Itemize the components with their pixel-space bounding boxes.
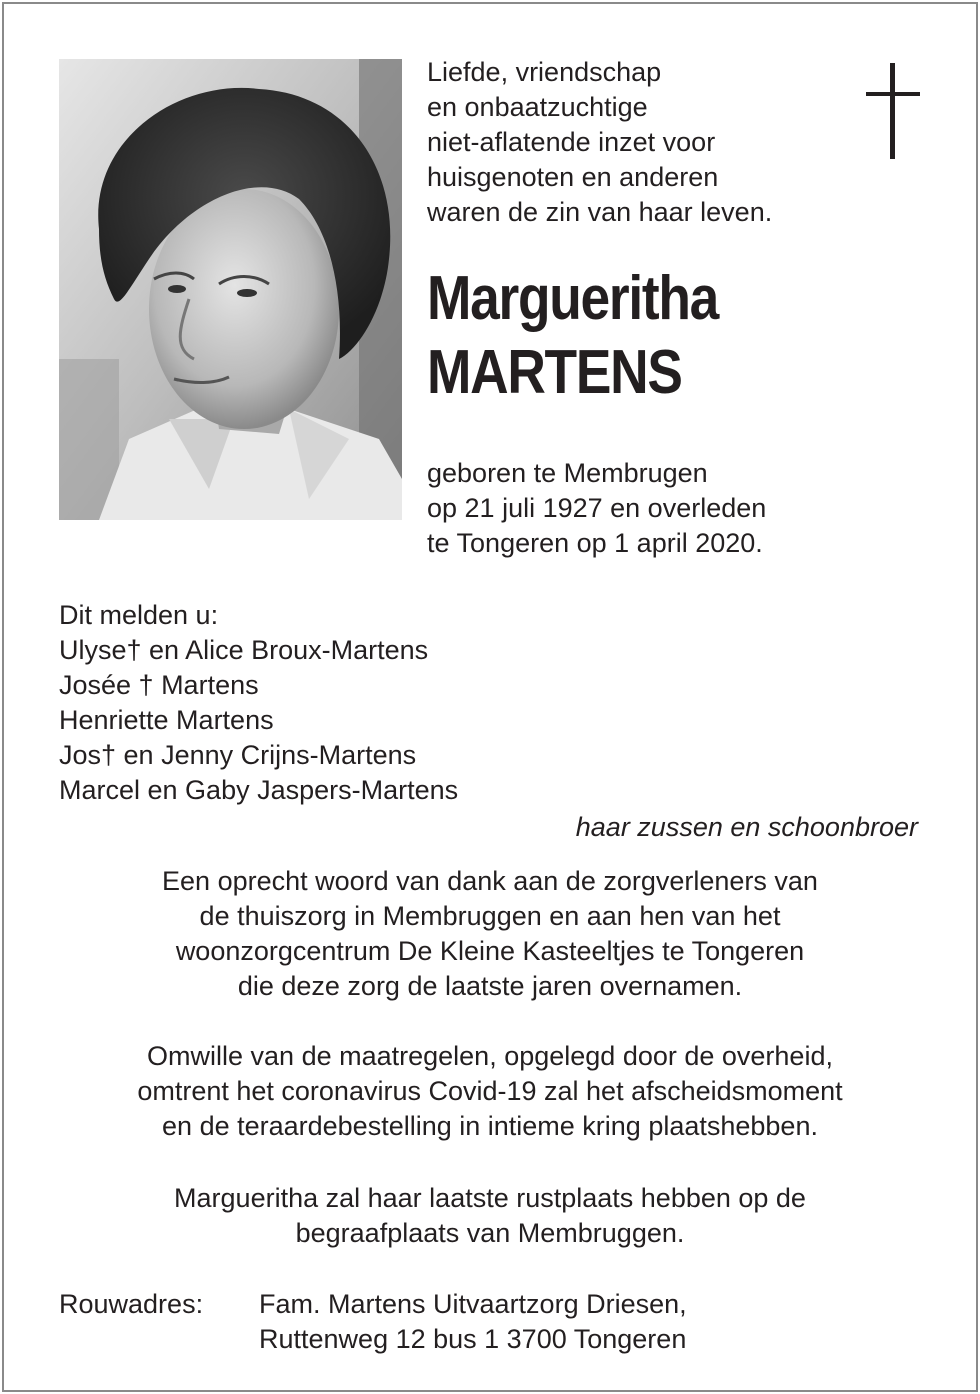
born-line: op 21 juli 1927 en overleden: [427, 493, 767, 523]
family-relation: haar zussen en schoonbroer: [575, 812, 918, 842]
born-line: geboren te Membrugen: [427, 458, 708, 488]
thanks-line: de thuiszorg in Membruggen en aan hen van het: [199, 901, 781, 931]
family-list: [59, 598, 939, 808]
family-member: Marcel en Gaby Jaspers-Martens: [59, 775, 459, 805]
family-member: Henriette Martens: [59, 705, 274, 735]
measures-line: omtrent het coronavirus Covid-19 zal het afscheidsmoment: [137, 1076, 843, 1106]
address-line: Fam. Martens Uitvaartzorg Driesen,: [259, 1289, 687, 1319]
family-member: Ulyse† en Alice Broux-Martens: [59, 635, 429, 665]
thanks-paragraph: [40, 864, 940, 1004]
measures-line: en de teraardebestelling in intieme kring plaatshebben.: [162, 1111, 818, 1141]
measures-paragraph: [40, 1039, 940, 1144]
born-line: te Tongeren op 1 april 2020.: [427, 528, 763, 558]
poem-line: waren de zin van haar leven.: [427, 197, 773, 227]
resting-place-line: Margueritha zal haar laatste rustplaats hebben op de: [174, 1183, 806, 1213]
cross-icon: [864, 63, 922, 159]
family-intro: Dit melden u:: [59, 600, 219, 630]
poem-line: Liefde, vriendschap: [427, 57, 662, 87]
birth-death-details: [427, 456, 847, 561]
poem-line: huisgenoten en anderen: [427, 162, 719, 192]
first-name: Margueritha: [427, 264, 718, 333]
resting-place-line: begraafplaats van Membruggen.: [295, 1218, 685, 1248]
address-label: Rouwadres:: [59, 1289, 204, 1319]
resting-place-paragraph: [40, 1181, 940, 1251]
poem-line: niet-aflatende inzet voor: [427, 127, 716, 157]
last-name: MARTENS: [427, 338, 682, 407]
family-member: Jos† en Jenny Crijns-Martens: [59, 740, 417, 770]
family-member: Josée † Martens: [59, 670, 259, 700]
thanks-line: die deze zorg de laatste jaren overnamen.: [237, 971, 743, 1001]
address-lines: [259, 1287, 687, 1357]
measures-line: Omwille van de maatregelen, opgelegd door de overheid,: [147, 1041, 833, 1071]
deceased-name: [427, 262, 718, 410]
address-line: Ruttenweg 12 bus 1 3700 Tongeren: [259, 1324, 687, 1354]
portrait-photo: [59, 59, 402, 520]
thanks-line: Een oprecht woord van dank aan de zorgverleners van: [162, 866, 818, 896]
thanks-line: woonzorgcentrum De Kleine Kasteeltjes te Tongeren: [175, 936, 805, 966]
poem-line: en onbaatzuchtige: [427, 92, 648, 122]
memorial-poem: [427, 55, 847, 230]
